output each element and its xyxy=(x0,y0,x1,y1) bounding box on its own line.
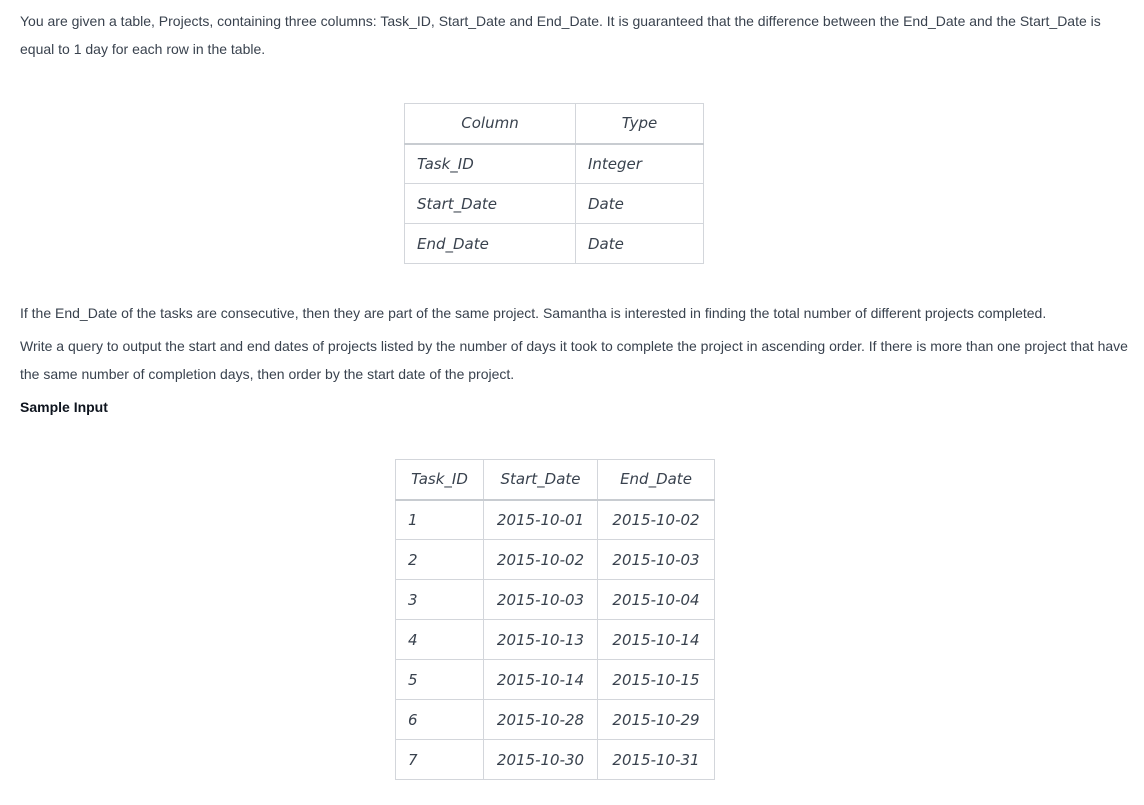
start-date-cell: 2015-10-03 xyxy=(484,580,598,620)
column-cell: End_Date xyxy=(405,224,576,264)
table-row xyxy=(396,500,715,540)
start-date-cell: 2015-10-01 xyxy=(484,500,598,540)
end-date-cell: 2015-10-29 xyxy=(598,700,715,740)
schema-table xyxy=(404,103,704,264)
task-id-cell: 3 xyxy=(396,580,484,620)
task-id-cell: 6 xyxy=(396,700,484,740)
sample-input-heading: Sample Input xyxy=(20,399,108,415)
end-date-header: End_Date xyxy=(598,460,715,500)
table-header-row xyxy=(396,460,715,500)
start-date-cell: 2015-10-30 xyxy=(484,740,598,780)
task-id-cell: 4 xyxy=(396,620,484,660)
start-date-header: Start_Date xyxy=(484,460,598,500)
consecutive-paragraph: If the End_Date of the tasks are consecutive, then they are part of the same project. Samantha is interested in finding the total number of different projects completed. xyxy=(20,305,1047,321)
table-header-row xyxy=(405,104,704,144)
end-date-cell: 2015-10-15 xyxy=(598,660,715,700)
type-cell: Integer xyxy=(576,144,704,184)
table-row xyxy=(396,620,715,660)
task-id-cell: 7 xyxy=(396,740,484,780)
task-id-cell: 5 xyxy=(396,660,484,700)
column-cell: Start_Date xyxy=(405,184,576,224)
type-cell: Date xyxy=(576,224,704,264)
column-cell: Task_ID xyxy=(405,144,576,184)
table-row xyxy=(396,660,715,700)
start-date-cell: 2015-10-28 xyxy=(484,700,598,740)
table-row xyxy=(396,580,715,620)
type-header: Type xyxy=(576,104,704,144)
column-header: Column xyxy=(405,104,576,144)
table-row xyxy=(405,224,704,264)
query-paragraph: Write a query to output the start and end dates of projects listed by the number of days it took to complete the project in ascending order. If there is more than one project that have the same number of completion days, then order by the start date of the project. xyxy=(20,338,1128,382)
sample-input-table xyxy=(395,459,715,780)
table-row xyxy=(405,184,704,224)
start-date-cell: 2015-10-13 xyxy=(484,620,598,660)
intro-paragraph: You are given a table, Projects, containing three columns: Task_ID, Start_Date and End_Date. It is guaranteed that the difference between the End_Date and the Start_Date is equal to 1 day for each row in the table. xyxy=(20,13,1101,57)
table-row xyxy=(405,144,704,184)
task-id-cell: 2 xyxy=(396,540,484,580)
table-row xyxy=(396,540,715,580)
type-cell: Date xyxy=(576,184,704,224)
start-date-cell: 2015-10-02 xyxy=(484,540,598,580)
end-date-cell: 2015-10-04 xyxy=(598,580,715,620)
table-row xyxy=(396,700,715,740)
start-date-cell: 2015-10-14 xyxy=(484,660,598,700)
task-id-header: Task_ID xyxy=(396,460,484,500)
task-id-cell: 1 xyxy=(396,500,484,540)
end-date-cell: 2015-10-31 xyxy=(598,740,715,780)
end-date-cell: 2015-10-02 xyxy=(598,500,715,540)
end-date-cell: 2015-10-14 xyxy=(598,620,715,660)
table-row xyxy=(396,740,715,780)
end-date-cell: 2015-10-03 xyxy=(598,540,715,580)
